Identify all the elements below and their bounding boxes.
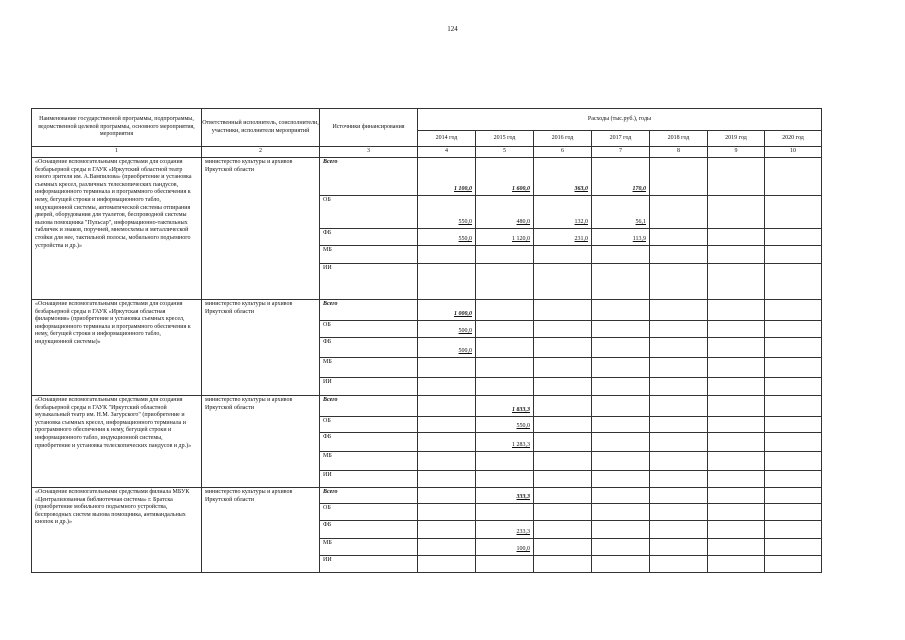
expense-value	[476, 556, 534, 573]
expense-value	[765, 321, 822, 338]
expense-value	[650, 300, 708, 321]
expense-value	[650, 556, 708, 573]
expense-value: 132,0	[534, 196, 592, 229]
expense-value	[534, 488, 592, 504]
expense-value: 1 100,0	[418, 158, 476, 196]
expense-value	[708, 539, 765, 556]
expense-value	[534, 358, 592, 378]
funding-source: ИИ	[320, 264, 418, 300]
program-column-header: Наименование государственной программы, подпрограммы, ведомственной целевой программы, основного мероприятия, мероприятия	[32, 109, 202, 147]
activity-name: «Оснащение вспомогательными средствами для создания безбарьерной среды в ГАУК «Иркутская областная филармония» (приобретение и установка съемных кресел, информационного терминала и программного обеспечения к нему, бегущей строки и информационного табло, индукционной системы)»	[32, 300, 202, 396]
expense-value	[534, 539, 592, 556]
expense-value	[534, 433, 592, 452]
expense-value	[650, 471, 708, 488]
table-row	[32, 488, 822, 504]
expense-value: 170,0	[592, 158, 650, 196]
expense-value	[650, 246, 708, 264]
expense-value: 1 120,0	[476, 229, 534, 246]
expense-value	[418, 417, 476, 433]
expense-value	[765, 196, 822, 229]
expense-value	[650, 433, 708, 452]
expense-value: 363,0	[534, 158, 592, 196]
activity-name: «Оснащение вспомогательными средствами филиала МБУК «Централизованная библиотечная система» г. Братска (приобретение мобильного подъемного устройства, беспроводных систем вызова помощника, антивандальных кнопок и др.)»	[32, 488, 202, 573]
expense-value	[534, 246, 592, 264]
expense-value	[418, 433, 476, 452]
expense-value	[592, 452, 650, 471]
funding-source: ИИ	[320, 378, 418, 396]
funding-source: Всего	[320, 488, 418, 504]
year-header: 2014 год	[418, 131, 476, 147]
expense-value	[708, 338, 765, 358]
table-row	[32, 396, 822, 417]
funding-source: МБ	[320, 539, 418, 556]
expense-value	[592, 396, 650, 417]
expense-value	[592, 358, 650, 378]
expense-value	[592, 264, 650, 300]
expense-value	[592, 488, 650, 504]
expense-value	[708, 556, 765, 573]
expense-value	[592, 300, 650, 321]
expense-value	[476, 300, 534, 321]
expense-value: 1 283,3	[476, 433, 534, 452]
activity-name: «Оснащение вспомогательными средствами для создания безбарьерной среды в ГАУК «Иркутский областной театр юного зрителя им. А.Вампилова» (приобретение и установка съемных кресел, различных телескопических пандусов, информационного терминала и программного обеспечения к нему, бегущей строки и информационного табло, индукционной системы, автоматической системы отпирания дверей, оборудования для туалетов, беспроводной системы вызова помощника "Пульсар", информационно-тактильных табличек и знаков, поручней, мнемосхемы и металлической стойки для нее, тактильной полосы, мобильного подъемного устройства и др.)»	[32, 158, 202, 300]
expense-value	[650, 158, 708, 196]
table-row	[32, 158, 822, 196]
funding-source: Всего	[320, 158, 418, 196]
expense-value	[650, 488, 708, 504]
year-header: 2019 год	[708, 131, 765, 147]
year-header: 2018 год	[650, 131, 708, 147]
expense-value	[418, 488, 476, 504]
expense-value	[708, 471, 765, 488]
expense-value	[534, 471, 592, 488]
expense-value	[708, 521, 765, 539]
expense-value	[650, 539, 708, 556]
expense-value	[476, 504, 534, 521]
activities-body	[32, 158, 822, 573]
funding-source: ОБ	[320, 321, 418, 338]
column-number: 5	[476, 147, 534, 158]
expense-value	[418, 246, 476, 264]
expense-value	[650, 417, 708, 433]
expense-value	[765, 246, 822, 264]
executor-column-header: Ответственный исполнитель, соисполнители, участники, исполнители мероприятий	[202, 109, 320, 147]
expense-value	[476, 358, 534, 378]
expense-value	[708, 196, 765, 229]
expense-value	[708, 396, 765, 417]
expense-value	[708, 433, 765, 452]
expense-value	[650, 229, 708, 246]
expense-value	[765, 158, 822, 196]
expense-value	[418, 378, 476, 396]
expense-value	[765, 539, 822, 556]
expense-value: 113,9	[592, 229, 650, 246]
funding-source: Всего	[320, 300, 418, 321]
expense-value	[765, 521, 822, 539]
expense-value	[650, 196, 708, 229]
expense-value	[765, 471, 822, 488]
expense-value: 1 600,0	[476, 158, 534, 196]
expense-value	[592, 556, 650, 573]
expense-value	[592, 378, 650, 396]
expense-value	[418, 521, 476, 539]
expense-value	[418, 539, 476, 556]
expense-value: 550,0	[418, 229, 476, 246]
expense-value	[708, 378, 765, 396]
expense-value	[650, 321, 708, 338]
expense-value	[765, 300, 822, 321]
expense-value	[765, 556, 822, 573]
expense-value	[418, 358, 476, 378]
expense-value: 100,0	[476, 539, 534, 556]
expense-value	[765, 229, 822, 246]
expense-value: 550,0	[418, 196, 476, 229]
year-header: 2016 год	[534, 131, 592, 147]
expense-value	[476, 321, 534, 338]
expense-value	[476, 338, 534, 358]
expense-value	[765, 417, 822, 433]
funding-source: ФБ	[320, 521, 418, 539]
expenses-column-header: Расходы (тыс.руб.), годы	[418, 109, 822, 131]
expense-value	[708, 264, 765, 300]
expense-value	[708, 452, 765, 471]
funding-source: ФБ	[320, 338, 418, 358]
funding-source: ФБ	[320, 229, 418, 246]
funding-source: ОБ	[320, 504, 418, 521]
expense-value: 550,0	[476, 417, 534, 433]
funding-source: ОБ	[320, 196, 418, 229]
expense-value	[592, 521, 650, 539]
expense-value	[534, 264, 592, 300]
column-number: 3	[320, 147, 418, 158]
expense-value	[650, 521, 708, 539]
budget-table	[31, 108, 822, 573]
expense-value	[765, 338, 822, 358]
year-header: 2017 год	[592, 131, 650, 147]
expense-value	[592, 417, 650, 433]
column-number: 7	[592, 147, 650, 158]
expense-value	[534, 504, 592, 521]
expense-value: 1 833,3	[476, 396, 534, 417]
expense-value	[708, 504, 765, 521]
expense-value	[534, 378, 592, 396]
funding-source: ОБ	[320, 417, 418, 433]
expense-value	[765, 378, 822, 396]
expense-value	[765, 452, 822, 471]
expense-value	[650, 338, 708, 358]
expense-value	[765, 504, 822, 521]
expense-value	[534, 338, 592, 358]
expense-value	[476, 471, 534, 488]
expense-value	[650, 378, 708, 396]
expense-value	[708, 417, 765, 433]
expense-value: 231,0	[534, 229, 592, 246]
expense-value	[708, 246, 765, 264]
table-row	[32, 300, 822, 321]
expense-value	[708, 229, 765, 246]
year-header: 2015 год	[476, 131, 534, 147]
expense-value	[418, 264, 476, 300]
page-number: 124	[447, 25, 458, 33]
funding-source: МБ	[320, 452, 418, 471]
funding-source: ИИ	[320, 556, 418, 573]
activity-executor: министерство культуры и архивов Иркутской области	[202, 158, 320, 300]
expense-value	[418, 396, 476, 417]
column-number: 2	[202, 147, 320, 158]
expense-value	[534, 417, 592, 433]
expense-value	[765, 433, 822, 452]
expense-value	[650, 264, 708, 300]
expense-value	[476, 246, 534, 264]
expense-value	[476, 264, 534, 300]
activity-name: «Оснащение вспомогательными средствами для создания безбарьерной среды в ГАУК "Иркутский областной музыкальный театр им. Н.М. Загурского" (приобретение и установка съемных кресел, информационного терминала и программного обеспечения к нему, бегущей строки и информационного табло, индукционной системы, приобретение и установка телескопических пандусов и др.)»	[32, 396, 202, 488]
expense-value	[650, 396, 708, 417]
expense-value	[650, 452, 708, 471]
expense-value	[592, 338, 650, 358]
expense-value	[592, 504, 650, 521]
expense-value: 480,0	[476, 196, 534, 229]
activity-executor: министерство культуры и архивов Иркутской области	[202, 396, 320, 488]
activity-executor: министерство культуры и архивов Иркутской области	[202, 488, 320, 573]
expense-value	[592, 433, 650, 452]
expense-value	[534, 300, 592, 321]
expense-value: 1 000,0	[418, 300, 476, 321]
expense-value: 500,0	[418, 338, 476, 358]
expense-value	[765, 264, 822, 300]
funding-source: МБ	[320, 358, 418, 378]
expense-value: 233,3	[476, 521, 534, 539]
funding-source: ИИ	[320, 471, 418, 488]
expense-value	[650, 358, 708, 378]
expense-value	[708, 488, 765, 504]
expense-value	[476, 452, 534, 471]
expense-value	[418, 556, 476, 573]
sources-column-header: Источники финансирования	[320, 109, 418, 147]
expense-value: 500,0	[418, 321, 476, 338]
column-number: 4	[418, 147, 476, 158]
expense-value	[534, 521, 592, 539]
activity-executor: министерство культуры и архивов Иркутской области	[202, 300, 320, 396]
funding-source: ФБ	[320, 433, 418, 452]
expense-value	[592, 539, 650, 556]
expense-value	[708, 158, 765, 196]
column-number: 1	[32, 147, 202, 158]
funding-source: Всего	[320, 396, 418, 417]
expense-value	[650, 504, 708, 521]
expense-value	[418, 452, 476, 471]
column-number: 6	[534, 147, 592, 158]
expense-value	[765, 358, 822, 378]
expense-value	[592, 471, 650, 488]
funding-source: МБ	[320, 246, 418, 264]
column-number: 10	[765, 147, 822, 158]
column-number: 9	[708, 147, 765, 158]
expense-value	[765, 488, 822, 504]
expense-value	[418, 471, 476, 488]
expense-value	[534, 556, 592, 573]
expense-value	[534, 321, 592, 338]
expense-value: 333,3	[476, 488, 534, 504]
expense-value	[592, 246, 650, 264]
expense-value	[592, 321, 650, 338]
expense-value	[418, 504, 476, 521]
year-header: 2020 год	[765, 131, 822, 147]
expense-value: 56,1	[592, 196, 650, 229]
expense-value	[708, 300, 765, 321]
expense-value	[476, 378, 534, 396]
expense-value	[708, 321, 765, 338]
expense-value	[534, 452, 592, 471]
expense-value	[534, 396, 592, 417]
expense-value	[765, 396, 822, 417]
column-number: 8	[650, 147, 708, 158]
expense-value	[708, 358, 765, 378]
